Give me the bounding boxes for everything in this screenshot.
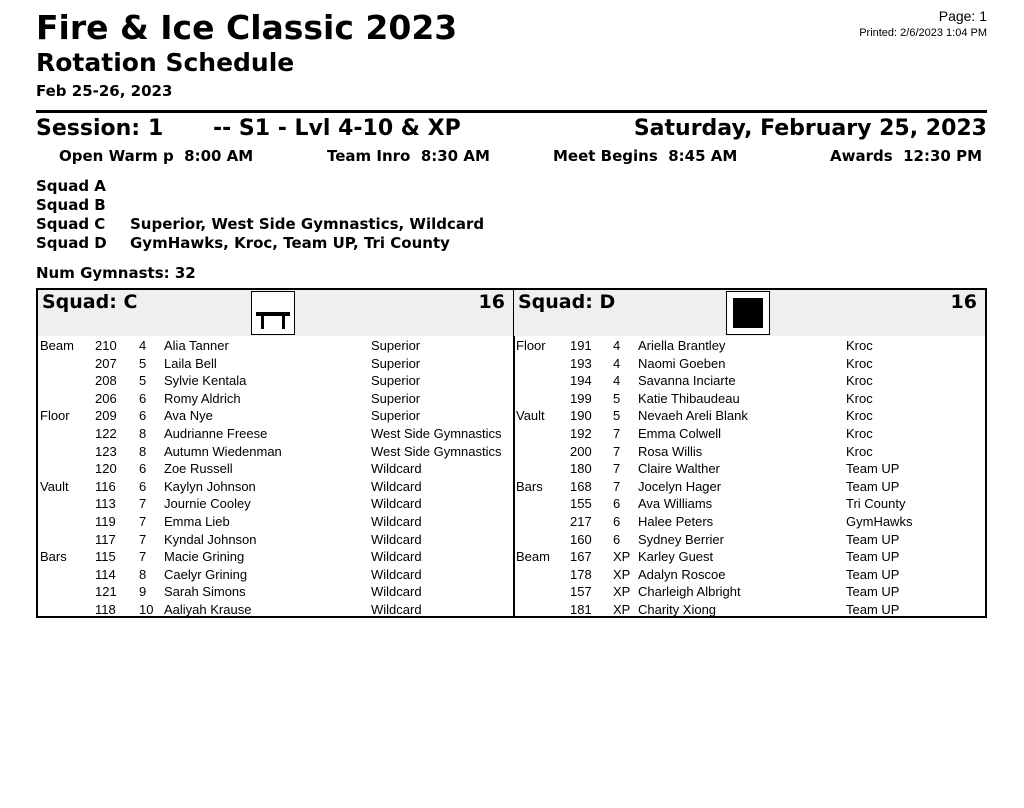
level-cell: 8 [139,443,147,459]
gymnast-name: Sydney Berrier [638,531,724,547]
table-row [514,338,985,356]
level-cell: 6 [139,478,147,494]
session-number: 1 [148,116,164,141]
team-name: Team UP [846,531,900,547]
event-cell: Beam [516,549,550,565]
team-name: Wildcard [371,478,422,494]
squad-c-title: Squad: C [42,291,138,313]
squad-b-label: Squad B [36,196,106,214]
team-name: West Side Gymnastics [371,425,502,441]
time-value: 8:00 AM [184,147,254,165]
level-cell: 6 [139,390,147,406]
meet-dates: Feb 25-26, 2023 [36,82,173,100]
gymnast-name: Alia Tanner [164,338,229,353]
competitor-number: 193 [570,355,592,371]
squad-c-label: Squad C [36,215,106,233]
table-row [38,514,513,532]
time-meet-begins [553,147,737,165]
level-cell: 6 [139,408,147,424]
table-row [514,444,985,462]
level-cell: 4 [613,338,621,353]
gymnast-name: Sarah Simons [164,584,246,600]
team-name: Team UP [846,478,900,494]
time-label: Meet Begins [553,147,658,165]
competitor-number: 118 [95,601,116,617]
gymnast-name: Emma Lieb [164,513,230,529]
level-cell: XP [613,549,631,565]
table-row [38,444,513,462]
team-name: Kroc [846,425,873,441]
level-cell: 7 [613,425,621,441]
competitor-number: 155 [570,496,592,512]
gymnast-name: Audrianne Freese [164,425,268,441]
level-cell: 9 [139,584,147,600]
level-cell: 6 [139,461,147,477]
team-name: Kroc [846,355,873,371]
level-cell: 7 [139,513,147,529]
gymnast-name: Sylvie Kentala [164,373,247,389]
table-row [514,549,985,567]
competitor-number: 114 [95,566,116,582]
competitor-number: 167 [570,549,592,565]
competitor-number: 217 [570,513,592,529]
competitor-number: 199 [570,390,592,406]
team-name: Superior [371,390,421,406]
competitor-number: 208 [95,373,117,389]
gymnast-name: Kaylyn Johnson [164,478,256,494]
team-name: Superior [371,408,421,424]
team-name: Wildcard [371,601,422,617]
session-name: -- S1 - Lvl 4-10 & XP [213,116,461,141]
team-name: Kroc [846,373,873,389]
competitor-number: 207 [95,355,117,371]
squad-d-rows [514,338,985,620]
header-rule [36,110,987,113]
gymnast-name: Emma Colwell [638,425,722,441]
gymnast-name: Laila Bell [164,355,217,371]
squad-d-label: Squad D [36,234,107,252]
event-cell: Beam [40,338,74,353]
gymnast-name: Journie Cooley [164,496,251,512]
competitor-number: 210 [95,338,117,353]
squad-d-title: Squad: D [518,291,616,313]
gymnast-name: Jocelyn Hager [638,478,722,494]
competitor-number: 120 [95,461,117,477]
time-value: 12:30 PM [903,147,982,165]
num-gymnasts-label: Num Gymnasts: [36,264,170,282]
gymnast-name: Kyndal Johnson [164,531,257,547]
level-cell: 7 [139,496,147,512]
table-row [38,567,513,585]
competitor-number: 191 [570,338,592,353]
event-cell: Floor [40,408,70,424]
gymnast-name: Halee Peters [638,513,714,529]
squad-c-header [38,290,513,336]
competitor-number: 192 [570,425,592,441]
competitor-number: 121 [95,584,117,600]
team-name: Superior [371,373,421,389]
team-name: Superior [371,338,421,353]
level-cell: 4 [139,338,147,353]
gymnast-name: Zoe Russell [164,461,233,477]
level-cell: 8 [139,425,147,441]
team-name: Wildcard [371,531,422,547]
level-cell: 6 [613,531,621,547]
competitor-number: 209 [95,408,117,424]
gymnast-name: Aaliyah Krause [164,601,252,617]
level-cell: 7 [139,549,147,565]
level-cell: 4 [613,355,621,371]
table-row [38,496,513,514]
time-value: 8:30 AM [420,147,490,165]
table-row [514,391,985,409]
team-name: Team UP [846,566,900,582]
gymnast-name: Charity Xiong [638,601,717,617]
table-row [38,408,513,426]
floor-icon [726,291,770,335]
team-name: Tri County [846,496,906,512]
competitor-number: 115 [95,549,116,565]
competitor-number: 113 [95,496,116,512]
level-cell: 7 [139,531,147,547]
level-cell: 6 [613,496,621,512]
table-row [38,373,513,391]
event-cell: Bars [516,478,543,494]
table-row [38,426,513,444]
competitor-number: 119 [95,513,116,529]
gymnast-name: Karley Guest [638,549,714,565]
squad-c-count: 16 [478,291,505,313]
team-name: Wildcard [371,496,422,512]
num-gymnasts [36,264,196,282]
session-label: Session: [36,116,141,141]
team-name: Kroc [846,390,873,406]
time-value: 8:45 AM [668,147,738,165]
competitor-number: 190 [570,408,592,424]
table-row [38,391,513,409]
team-name: Team UP [846,601,900,617]
level-cell: XP [613,584,631,600]
table-row [514,479,985,497]
competitor-number: 160 [570,531,592,547]
time-team-intro [327,147,490,165]
table-row [514,602,985,620]
competitor-number: 122 [95,425,117,441]
competitor-number: 168 [570,478,592,494]
team-name: Kroc [846,338,873,353]
competitor-number: 200 [570,443,592,459]
rotation-grid [36,288,987,618]
table-row [514,461,985,479]
table-row [514,356,985,374]
table-row [514,496,985,514]
competitor-number: 181 [570,601,592,617]
table-row [514,584,985,602]
competitor-number: 117 [95,531,116,547]
gymnast-name: Nevaeh Areli Blank [638,408,748,424]
team-name: Wildcard [371,461,422,477]
squad-d-header [514,290,985,336]
gymnast-name: Claire Walther [638,461,720,477]
printed-timestamp: Printed: 2/6/2023 1:04 PM [859,27,987,39]
gymnast-name: Autumn Wiedenman [164,443,282,459]
level-cell: 7 [613,443,621,459]
gymnast-name: Caelyr Grining [164,566,248,582]
meet-title: Fire & Ice Classic 2023 [36,8,458,47]
competitor-number: 206 [95,390,117,406]
table-row [514,408,985,426]
event-cell: Vault [516,408,545,424]
team-name: Wildcard [371,513,422,529]
time-label: Open Warm p [59,147,174,165]
gymnast-name: Ariella Brantley [638,338,726,353]
team-name: Superior [371,355,421,371]
gymnast-name: Ava Nye [164,408,213,424]
report-title: Rotation Schedule [36,48,295,77]
squad-d-table [514,290,985,616]
squad-c-table [38,290,515,616]
level-cell: 10 [139,601,154,617]
team-name: Kroc [846,443,873,459]
level-cell: 8 [139,566,147,582]
level-cell: 7 [613,478,621,494]
time-awards [830,147,982,165]
competitor-number: 178 [570,566,592,582]
gymnast-name: Ava Williams [638,496,713,512]
gymnast-name: Naomi Goeben [638,355,726,371]
table-row [38,338,513,356]
competitor-number: 157 [570,584,592,600]
level-cell: XP [613,566,631,582]
time-open-warmup [59,147,253,165]
team-name: Team UP [846,549,900,565]
level-cell: 5 [139,373,147,389]
event-cell: Vault [40,478,69,494]
level-cell: XP [613,601,631,617]
table-row [38,602,513,620]
competitor-number: 123 [95,443,117,459]
gymnast-name: Katie Thibaudeau [638,390,740,406]
session-date: Saturday, February 25, 2023 [633,116,987,141]
table-row [514,373,985,391]
team-name: Wildcard [371,584,422,600]
table-row [514,426,985,444]
event-cell: Bars [40,549,67,565]
gymnast-name: Savanna Inciarte [638,373,736,389]
gymnast-name: Romy Aldrich [164,390,241,406]
team-name: Wildcard [371,566,422,582]
gymnast-name: Adalyn Roscoe [638,566,726,582]
table-row [38,584,513,602]
level-cell: 7 [613,461,621,477]
level-cell: 5 [139,355,147,371]
page-number: Page: 1 [938,8,987,24]
table-row [38,532,513,550]
time-label: Awards [830,147,893,165]
num-gymnasts-value: 32 [174,264,196,282]
squad-a-label: Squad A [36,177,106,195]
table-row [38,461,513,479]
team-name: Wildcard [371,549,422,565]
level-cell: 6 [613,513,621,529]
table-row [514,567,985,585]
table-row [514,514,985,532]
team-name: Team UP [846,584,900,600]
table-row [38,479,513,497]
level-cell: 5 [613,408,621,424]
squad-c-rows [38,338,513,620]
team-name: Kroc [846,408,873,424]
event-cell: Floor [516,338,546,353]
level-cell: 4 [613,373,621,389]
gymnast-name: Rosa Willis [638,443,703,459]
squad-d-count: 16 [950,291,977,313]
gymnast-name: Macie Grining [164,549,245,565]
time-label: Team Inro [327,147,411,165]
table-row [38,549,513,567]
gymnast-name: Charleigh Albright [638,584,741,600]
squad-c-teams: Superior, West Side Gymnastics, Wildcard [130,215,485,233]
table-row [514,532,985,550]
competitor-number: 116 [95,478,116,494]
competitor-number: 194 [570,373,592,389]
squad-d-teams: GymHawks, Kroc, Team UP, Tri County [130,234,450,252]
level-cell: 5 [613,390,621,406]
team-name: GymHawks [846,513,913,529]
competitor-number: 180 [570,461,592,477]
team-name: Team UP [846,461,900,477]
team-name: West Side Gymnastics [371,443,502,459]
beam-icon [251,291,295,335]
table-row [38,356,513,374]
